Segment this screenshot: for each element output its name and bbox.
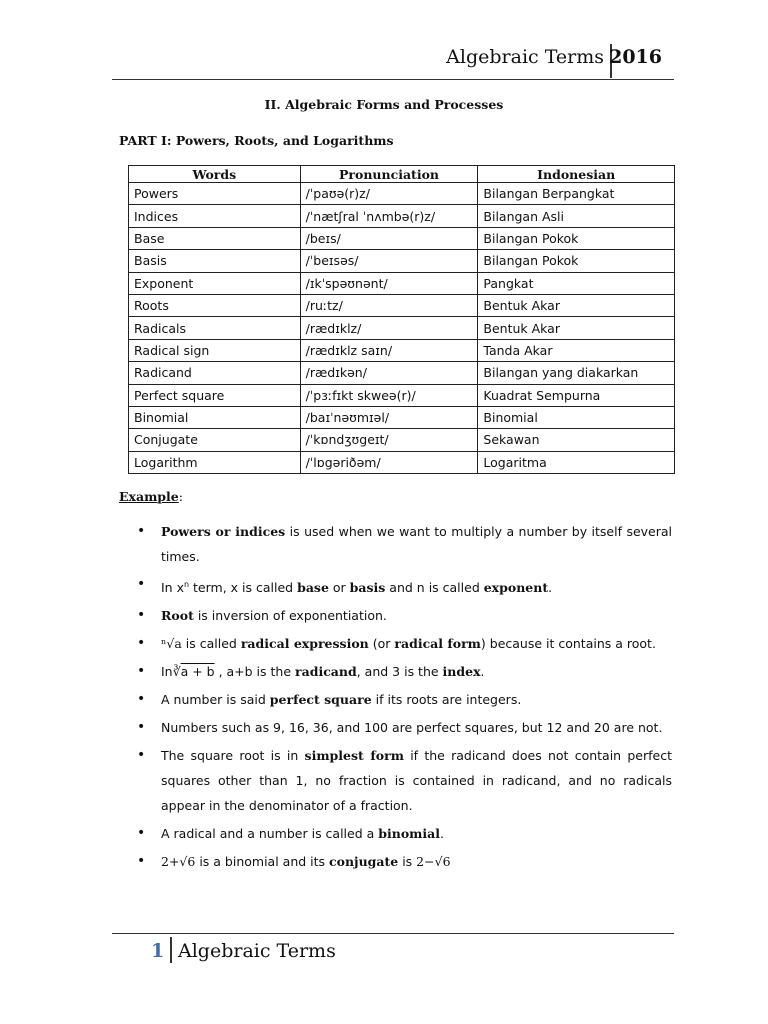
- page-header: [112, 42, 674, 78]
- conjugate-formula: 2−√6: [416, 854, 451, 870]
- cell-indonesian: Bentuk Akar: [478, 317, 675, 339]
- cell-word: Conjugate: [129, 429, 301, 451]
- cell-word: Indices: [129, 205, 301, 227]
- column-header-pronunciation: Pronunciation: [300, 166, 478, 183]
- cell-word: Perfect square: [129, 384, 301, 406]
- cell-indonesian: Bilangan yang diakarkan: [478, 362, 675, 384]
- cell-word: Base: [129, 227, 301, 249]
- cell-pronunciation: /rædɪklz/: [300, 317, 478, 339]
- bullet-text: is used when we want to multiply a number by itself several times.: [161, 524, 673, 564]
- bullet-text: , a+b is the: [214, 664, 296, 680]
- term-radical-form: radical form: [394, 636, 481, 652]
- cell-pronunciation: /ˈlɒgəriðəm/: [300, 451, 478, 473]
- terms-table-body: [129, 183, 675, 474]
- bullet-text: is a binomial and its: [195, 854, 330, 870]
- cell-indonesian: Logaritma: [478, 451, 675, 473]
- cell-indonesian: Bilangan Asli: [478, 205, 675, 227]
- term-base: base: [297, 580, 329, 596]
- bullet-text: if its roots are integers.: [371, 692, 522, 708]
- table-row: [129, 183, 675, 205]
- cell-word: Powers: [129, 183, 301, 205]
- bullet-text: if the radicand does not contain perfect squares other than 1, no fraction is contained in radicand, and no radicals appear in the denominator of a fraction.: [161, 748, 672, 814]
- term-radicand: radicand: [295, 664, 357, 680]
- term-index: index: [442, 664, 481, 680]
- list-item: [137, 743, 672, 818]
- table-row: [129, 272, 675, 294]
- cell-pronunciation: /ˈbeɪsəs/: [300, 250, 478, 272]
- bullet-text: ) because it contains a root.: [480, 636, 656, 652]
- table-row: [129, 339, 675, 361]
- bullet-text: term, x is called: [189, 580, 298, 596]
- header-year: 2016: [609, 46, 662, 68]
- list-item: [137, 603, 672, 628]
- cell-indonesian: Bentuk Akar: [478, 294, 675, 316]
- list-item: [137, 687, 672, 712]
- column-header-words: Words: [129, 166, 301, 183]
- cell-word: Basis: [129, 250, 301, 272]
- cube-root-sign: ∛: [172, 664, 181, 680]
- bullet-text: A radical and a number is called a: [161, 826, 379, 842]
- cell-pronunciation: /ɪkˈspəʊnənt/: [300, 272, 478, 294]
- page-number: 1: [151, 940, 165, 962]
- list-item: [137, 849, 672, 874]
- list-item: [137, 821, 672, 846]
- footer-rule: [112, 933, 674, 934]
- table-row: [129, 451, 675, 473]
- cell-word: Exponent: [129, 272, 301, 294]
- table-row: [129, 294, 675, 316]
- bullet-text: .: [440, 826, 444, 842]
- cell-pronunciation: /ˈpɜːfɪkt skweə(r)/: [300, 384, 478, 406]
- table-row: [129, 429, 675, 451]
- bullet-text: In: [161, 664, 173, 680]
- bullet-text: The square root is in: [161, 748, 305, 764]
- bullet-text: is called: [181, 636, 241, 652]
- cell-indonesian: Pangkat: [478, 272, 675, 294]
- cell-indonesian: Tanda Akar: [478, 339, 675, 361]
- bullet-text: (or: [368, 636, 395, 652]
- cell-indonesian: Binomial: [478, 406, 675, 428]
- bullet-text: is: [398, 854, 417, 870]
- term-root: Root: [161, 608, 194, 624]
- part-title: PART I: Powers, Roots, and Logarithms: [119, 133, 394, 148]
- term-conjugate: conjugate: [329, 854, 399, 870]
- cell-indonesian: Bilangan Berpangkat: [478, 183, 675, 205]
- bullet-text: .: [548, 580, 553, 596]
- cell-pronunciation: /ˈkɒndʒʊgeɪt/: [300, 429, 478, 451]
- list-item: [137, 519, 672, 569]
- example-label: Example: [119, 489, 179, 504]
- bullet-text: A number is said: [161, 692, 270, 708]
- bullet-text: .: [480, 664, 485, 680]
- cell-word: Binomial: [129, 406, 301, 428]
- cell-word: Radicals: [129, 317, 301, 339]
- bullet-text: is inversion of exponentiation.: [193, 608, 387, 624]
- list-item: [137, 659, 672, 684]
- table-row: [129, 406, 675, 428]
- cell-pronunciation: /ruːtz/: [300, 294, 478, 316]
- table-row: [129, 250, 675, 272]
- term-perfect-square: perfect square: [269, 692, 372, 708]
- table-header-row: [129, 166, 675, 183]
- table-row: [129, 205, 675, 227]
- terms-table: [128, 165, 675, 474]
- bullet-text: and n is called: [385, 580, 484, 596]
- cell-indonesian: Kuadrat Sempurna: [478, 384, 675, 406]
- term-powers-indices: Powers or indices: [161, 524, 286, 539]
- table-row: [129, 227, 675, 249]
- header-title: Algebraic Terms: [446, 46, 604, 68]
- term-exponent: exponent: [483, 580, 549, 596]
- term-binomial: binomial: [378, 826, 441, 842]
- cell-pronunciation: /rædɪkən/: [300, 362, 478, 384]
- list-item: [137, 572, 672, 600]
- radicand-formula: a + b: [180, 664, 215, 680]
- cell-word: Logarithm: [129, 451, 301, 473]
- bullet-text: , and 3 is the: [356, 664, 443, 680]
- table-row: [129, 317, 675, 339]
- bullet-text: In x: [161, 580, 184, 596]
- term-simplest-form: simplest form: [304, 748, 404, 764]
- term-radical-expression: radical expression: [240, 636, 369, 652]
- section-title: II. Algebraic Forms and Processes: [264, 97, 504, 112]
- cell-word: Roots: [129, 294, 301, 316]
- table-row: [129, 384, 675, 406]
- cell-word: Radicand: [129, 362, 301, 384]
- example-colon: :: [178, 489, 183, 504]
- cell-indonesian: Bilangan Pokok: [478, 227, 675, 249]
- footer-separator: [170, 937, 172, 963]
- list-item: [137, 631, 672, 656]
- cell-pronunciation: /ˈnætʃral ˈnʌmbə(r)z/: [300, 205, 478, 227]
- cell-pronunciation: /rædɪklz saɪn/: [300, 339, 478, 361]
- cell-indonesian: Bilangan Pokok: [478, 250, 675, 272]
- header-rule: [112, 79, 674, 80]
- cell-pronunciation: /beɪs/: [300, 227, 478, 249]
- cell-pronunciation: /baɪˈnəʊmɪəl/: [300, 406, 478, 428]
- exponent-superscript: n: [183, 580, 190, 589]
- column-header-indonesian: Indonesian: [478, 166, 675, 183]
- cell-word: Radical sign: [129, 339, 301, 361]
- radical-expression-formula: ⁿ√a: [161, 636, 182, 652]
- footer-title: Algebraic Terms: [178, 940, 336, 962]
- binomial-formula: 2+√6: [161, 854, 196, 870]
- table-row: [129, 362, 675, 384]
- list-item: [137, 715, 672, 740]
- bullet-text: Numbers such as 9, 16, 36, and 100 are perfect squares, but 12 and 20 are not.: [161, 720, 663, 736]
- example-list: [137, 519, 672, 877]
- cell-pronunciation: /ˈpaʊə(r)z/: [300, 183, 478, 205]
- bullet-text: or: [328, 580, 350, 596]
- cell-indonesian: Sekawan: [478, 429, 675, 451]
- term-basis: basis: [349, 580, 386, 596]
- example-heading: [119, 489, 183, 504]
